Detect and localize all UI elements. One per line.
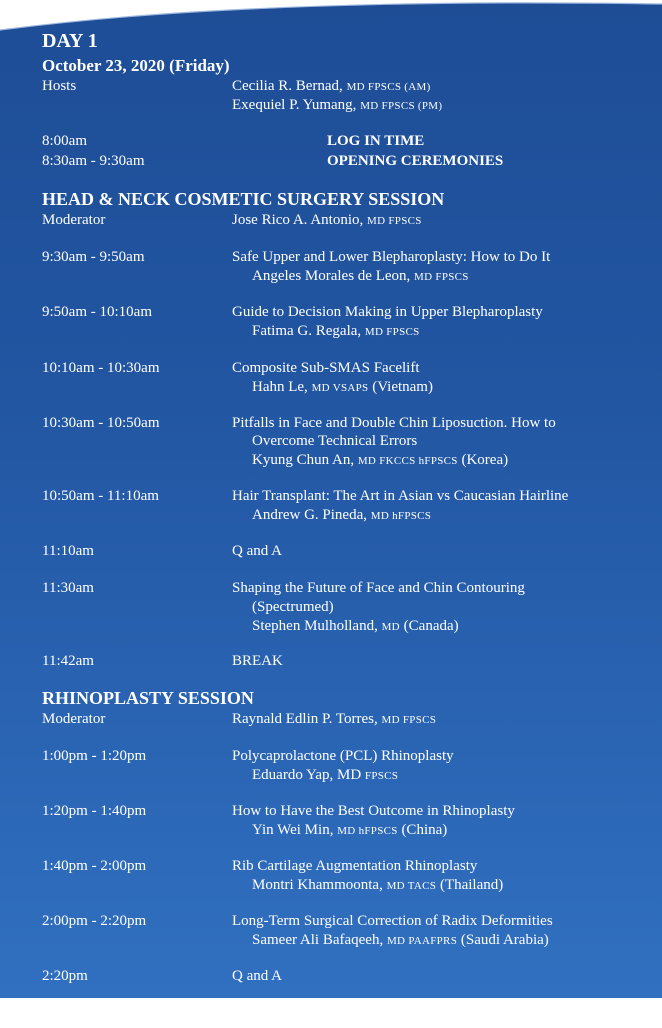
speaker-country: (Saudi Arabia) (460, 932, 549, 948)
session-2-moderator-label: Moderator (42, 711, 106, 727)
speaker-country: (Thailand) (439, 877, 504, 893)
session-2-item-title: Rib Cartilage Augmentation Rhinoplasty (232, 858, 478, 874)
speaker-credentials: MD VSAPS (311, 382, 369, 394)
session-1-item-time: 10:50am - 11:10am (42, 488, 159, 504)
day-date: October 23, 2020 (Friday) (42, 56, 230, 75)
moderator-credentials: MD FPSCS (367, 215, 422, 227)
session-2-item-title: Q and A (232, 968, 282, 984)
speaker-country: (Canada) (403, 618, 459, 634)
speaker-name: Hahn Le, (252, 379, 308, 395)
session-1-item-speaker (252, 452, 508, 469)
speaker-name: Yin Wei Min, (252, 822, 334, 838)
session-2-item-speaker (252, 822, 447, 839)
session-1-item-time: 11:30am (42, 580, 94, 596)
hosts-label: Hosts (42, 78, 77, 94)
session-1-moderator (232, 212, 422, 229)
moderator-name: Raynald Edlin P. Torres, (232, 711, 378, 727)
session-2-heading: RHINOPLASTY SESSION (42, 688, 254, 708)
speaker-credentials: MD PAAFPRS (386, 935, 458, 947)
session-2-item-time: 2:20pm (42, 968, 88, 984)
opening-time-2: 8:30am - 9:30am (42, 153, 145, 169)
session-1-item-time: 10:10am - 10:30am (42, 360, 160, 376)
opening-title-2: OPENING CEREMONIES (327, 153, 504, 169)
session-2-moderator (232, 711, 436, 728)
session-1-moderator-label: Moderator (42, 212, 106, 228)
top-wave-decoration (0, 0, 662, 40)
moderator-name: Jose Rico A. Antonio, (232, 212, 364, 228)
speaker-credentials: MD TACS (386, 880, 437, 892)
day-title: DAY 1 (42, 30, 98, 52)
moderator-credentials: MD FPSCS (381, 714, 437, 726)
session-2-item-time: 1:20pm - 1:40pm (42, 803, 147, 819)
host-1-credentials: MD FPSCS (AM) (346, 81, 431, 93)
speaker-country: (Vietnam) (372, 379, 433, 395)
session-2-item-time: 1:40pm - 2:00pm (42, 858, 147, 874)
session-1-item-title-continued: (Spectrumed) (252, 599, 334, 615)
session-1-item-time: 11:10am (42, 543, 94, 559)
session-1-item-speaker (252, 323, 420, 340)
session-2-item-speaker (252, 877, 503, 894)
host-1 (232, 78, 431, 95)
session-2-item-title: How to Have the Best Outcome in Rhinoplasty (232, 803, 515, 819)
opening-time-1: 8:00am (42, 133, 87, 149)
speaker-country: (Korea) (461, 452, 509, 468)
opening-title-1: LOG IN TIME (327, 133, 425, 149)
host-1-name: Cecilia R. Bernad, (232, 78, 343, 94)
speaker-credentials: MD FKCCS hFPSCS (357, 455, 458, 467)
session-1-item-title: Shaping the Future of Face and Chin Contouring (232, 580, 525, 596)
session-2-item-title: Long-Term Surgical Correction of Radix Deformities (232, 913, 553, 929)
speaker-name: Angeles Morales de Leon, (252, 268, 411, 284)
session-1-item-title: Composite Sub-SMAS Facelift (232, 360, 420, 376)
session-1-item-title: Hair Transplant: The Art in Asian vs Caucasian Hairline (232, 488, 569, 504)
host-2 (232, 97, 442, 114)
session-2-item-time: 2:00pm - 2:20pm (42, 913, 147, 929)
session-1-item-speaker (252, 618, 459, 635)
speaker-name: Stephen Mulholland, (252, 618, 378, 634)
session-1-item-title: Safe Upper and Lower Blepharoplasty: How to Do It (232, 249, 551, 265)
session-1-item-title: BREAK (232, 653, 283, 669)
session-1-item-time: 10:30am - 10:50am (42, 415, 160, 431)
session-1-item-title: Q and A (232, 543, 282, 559)
session-2-item-time: 1:00pm - 1:20pm (42, 748, 147, 764)
session-1-item-speaker (252, 379, 433, 396)
speaker-credentials: MD FPSCS (414, 271, 469, 283)
speaker-name: Montri Khammoonta, (252, 877, 383, 893)
speaker-name: Kyung Chun An, (252, 452, 355, 468)
speaker-credentials: MD hFPSCS (370, 510, 432, 522)
session-1-item-time: 11:42am (42, 653, 94, 669)
speaker-name: Sameer Ali Bafaqeeh, (252, 932, 384, 948)
host-2-credentials: MD FPSCS (PM) (360, 100, 443, 112)
speaker-credentials: MD (381, 621, 400, 633)
session-2-item-speaker (252, 932, 549, 949)
host-2-name: Exequiel P. Yumang, (232, 97, 357, 113)
speaker-country: (China) (401, 822, 448, 838)
speaker-name: Fatima G. Regala, (252, 323, 362, 339)
speaker-credentials: FPSCS (364, 770, 399, 782)
session-1-item-speaker (252, 268, 469, 285)
session-1-heading: HEAD & NECK COSMETIC SURGERY SESSION (42, 189, 445, 209)
speaker-name: Andrew G. Pineda, (252, 507, 367, 523)
session-1-item-time: 9:50am - 10:10am (42, 304, 152, 320)
session-2-item-title: Polycaprolactone (PCL) Rhinoplasty (232, 748, 454, 764)
session-1-item-title-continued: Overcome Technical Errors (252, 433, 418, 449)
speaker-credentials: MD hFPSCS (337, 825, 398, 837)
session-2-item-speaker (252, 767, 398, 784)
session-1-item-speaker (252, 507, 431, 524)
speaker-name: Eduardo Yap, MD (252, 767, 362, 783)
session-1-item-title: Pitfalls in Face and Double Chin Liposuction. How to (232, 415, 556, 431)
speaker-credentials: MD FPSCS (364, 326, 420, 338)
session-1-item-title: Guide to Decision Making in Upper Blepharoplasty (232, 304, 543, 320)
session-1-item-time: 9:30am - 9:50am (42, 249, 145, 265)
